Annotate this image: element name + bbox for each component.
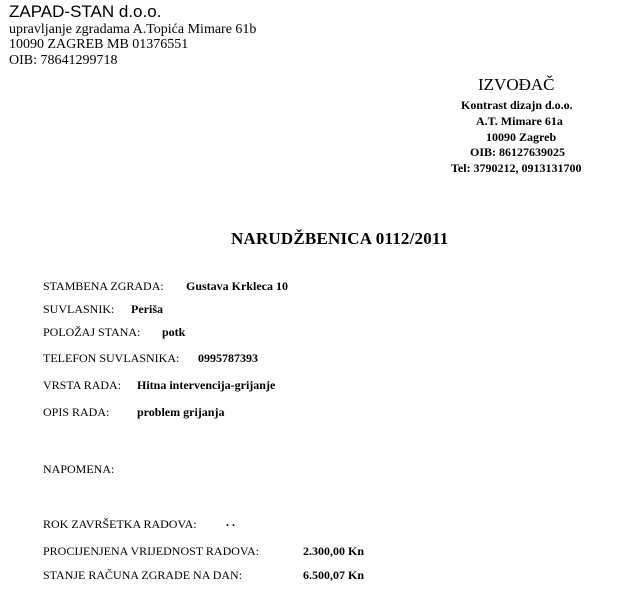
deadline-value: . . xyxy=(226,515,235,529)
document-title: NARUDŽBENICA 0112/2011 xyxy=(231,229,449,248)
owner-label: SUVLASNIK: xyxy=(43,302,115,316)
work-description-label: OPIS RADA: xyxy=(43,405,110,419)
work-type-value: Hitna intervencija-grijanje xyxy=(137,378,276,392)
building-value: Gustava Krkleca 10 xyxy=(186,279,288,293)
issuer-company-name: ZAPAD-STAN d.o.o. xyxy=(9,2,162,21)
contractor-heading: IZVOĐAČ xyxy=(478,75,555,94)
contractor-name: Kontrast dizajn d.o.o. xyxy=(461,98,573,112)
contractor-street: A.T. Mimare 61a xyxy=(476,114,563,128)
building-label: STAMBENA ZGRADA: xyxy=(43,279,164,293)
estimate-value: 2.300,00 Kn xyxy=(303,544,365,558)
deadline-label: ROK ZAVRŠETKA RADOVA: xyxy=(43,517,197,531)
contractor-city: 10090 Zagreb xyxy=(486,130,557,144)
work-type-label: VRSTA RADA: xyxy=(43,378,122,392)
issuer-oib-line: OIB: 78641299718 xyxy=(9,53,118,68)
phone-value: 0995787393 xyxy=(198,351,258,365)
phone-label: TELEFON SUVLASNIKA: xyxy=(43,351,180,365)
note-label: NAPOMENA: xyxy=(43,462,115,476)
issuer-address-line: upravljanje zgradama A.Topića Mimare 61b xyxy=(9,22,257,37)
issuer-city-mb-line: 10090 ZAGREB MB 01376551 xyxy=(9,37,189,52)
contractor-oib: OIB: 86127639025 xyxy=(470,145,566,159)
apartment-value: potk xyxy=(162,325,186,339)
estimate-label: PROCIJENJENA VRIJEDNOST RADOVA: xyxy=(43,544,260,558)
owner-value: Periša xyxy=(131,302,163,316)
apartment-label: POLOŽAJ STANA: xyxy=(43,325,141,339)
work-description-value: problem grijanja xyxy=(137,405,225,419)
balance-value: 6.500,07 Kn xyxy=(303,568,365,582)
contractor-phone: Tel: 3790212, 0913131700 xyxy=(451,161,582,175)
balance-label: STANJE RAČUNA ZGRADE NA DAN: xyxy=(43,568,243,582)
